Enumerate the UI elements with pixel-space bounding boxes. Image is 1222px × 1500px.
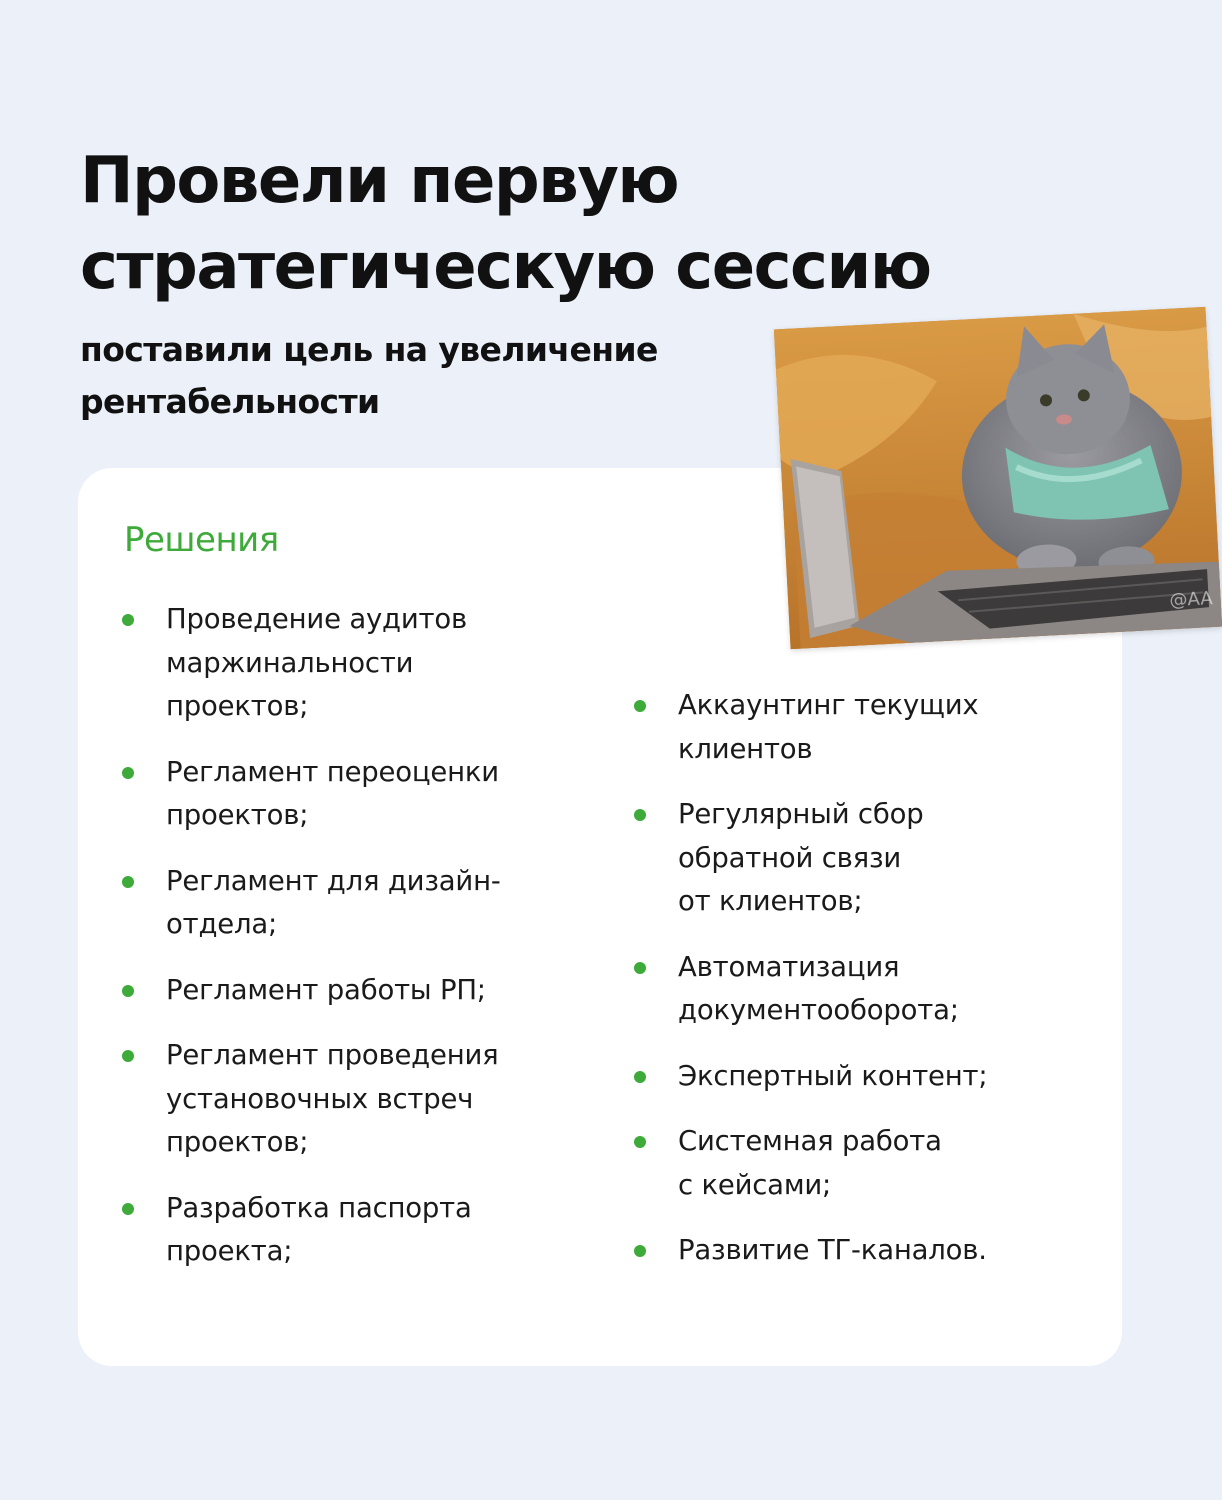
list-item-line: Аккаунтинг текущих [678, 689, 979, 721]
solutions-list-left [122, 598, 582, 1274]
cat-typing-illustration [774, 307, 1222, 649]
bullet-dot-icon [634, 1071, 646, 1083]
title-line-1: Провели первую [80, 144, 679, 218]
list-item [634, 1055, 1094, 1099]
list-item-line: Развитие ТГ-каналов. [678, 1234, 987, 1266]
list-item [634, 793, 1094, 924]
list-item [634, 1120, 1094, 1207]
list-item-line: Регламент проведения [166, 1039, 499, 1071]
bullet-dot-icon [122, 876, 134, 888]
list-item-line: Системная работа [678, 1125, 942, 1157]
list-item [122, 969, 582, 1013]
bullet-dot-icon [122, 767, 134, 779]
page-subtitle [80, 324, 760, 428]
list-item-line: обратной связи [678, 841, 902, 874]
list-item-line: проекта; [166, 1235, 293, 1267]
list-item-line: с кейсами; [678, 1168, 832, 1201]
list-item [634, 1229, 1094, 1273]
bullet-dot-icon [122, 1050, 134, 1062]
bullet-dot-icon [122, 614, 134, 626]
list-item-line: установочных встреч [166, 1082, 474, 1115]
list-item-line: отдела; [166, 908, 278, 940]
list-item [634, 946, 1094, 1033]
bullet-dot-icon [122, 1203, 134, 1215]
bullet-dot-icon [634, 809, 646, 821]
list-item-line: Автоматизация [678, 950, 900, 983]
list-item [122, 751, 582, 838]
list-item-line: документооборота; [678, 994, 959, 1026]
bullet-dot-icon [122, 985, 134, 997]
list-item-line: Регулярный сбор [678, 798, 924, 830]
list-item-line: от клиентов; [678, 885, 863, 917]
list-item [122, 598, 582, 729]
photo-watermark: @AA [1168, 587, 1214, 612]
list-item-line: проектов; [166, 1126, 309, 1158]
list-item [122, 1187, 582, 1274]
list-item [122, 860, 582, 947]
card-heading: Решения [124, 520, 279, 560]
subtitle-line-1: поставили цель на увеличение [80, 330, 658, 369]
list-item-line: Проведение аудитов [166, 603, 467, 635]
list-item-line: Регламент переоценки [166, 755, 499, 788]
bullet-dot-icon [634, 700, 646, 712]
bullet-dot-icon [634, 1136, 646, 1148]
list-item-line: маржинальности [166, 646, 414, 679]
cat-typing-laptop-image [774, 307, 1222, 649]
list-item-line: Регламент работы РП; [166, 973, 486, 1006]
page-title [80, 138, 1060, 310]
list-item-line: Разработка паспорта [166, 1191, 472, 1224]
list-item-line: Экспертный контент; [678, 1059, 988, 1092]
bullet-dot-icon [634, 1245, 646, 1257]
subtitle-line-2: рентабельности [80, 382, 380, 421]
list-item [634, 684, 1094, 771]
list-item-line: проектов; [166, 690, 309, 722]
title-line-2: стратегическую сессию [80, 230, 931, 304]
list-item-line: проектов; [166, 799, 309, 831]
list-item-line: Регламент для дизайн- [166, 864, 501, 897]
list-item-line: клиентов [678, 732, 813, 765]
list-item [122, 1034, 582, 1165]
solutions-list-right [634, 684, 1094, 1273]
bullet-dot-icon [634, 962, 646, 974]
